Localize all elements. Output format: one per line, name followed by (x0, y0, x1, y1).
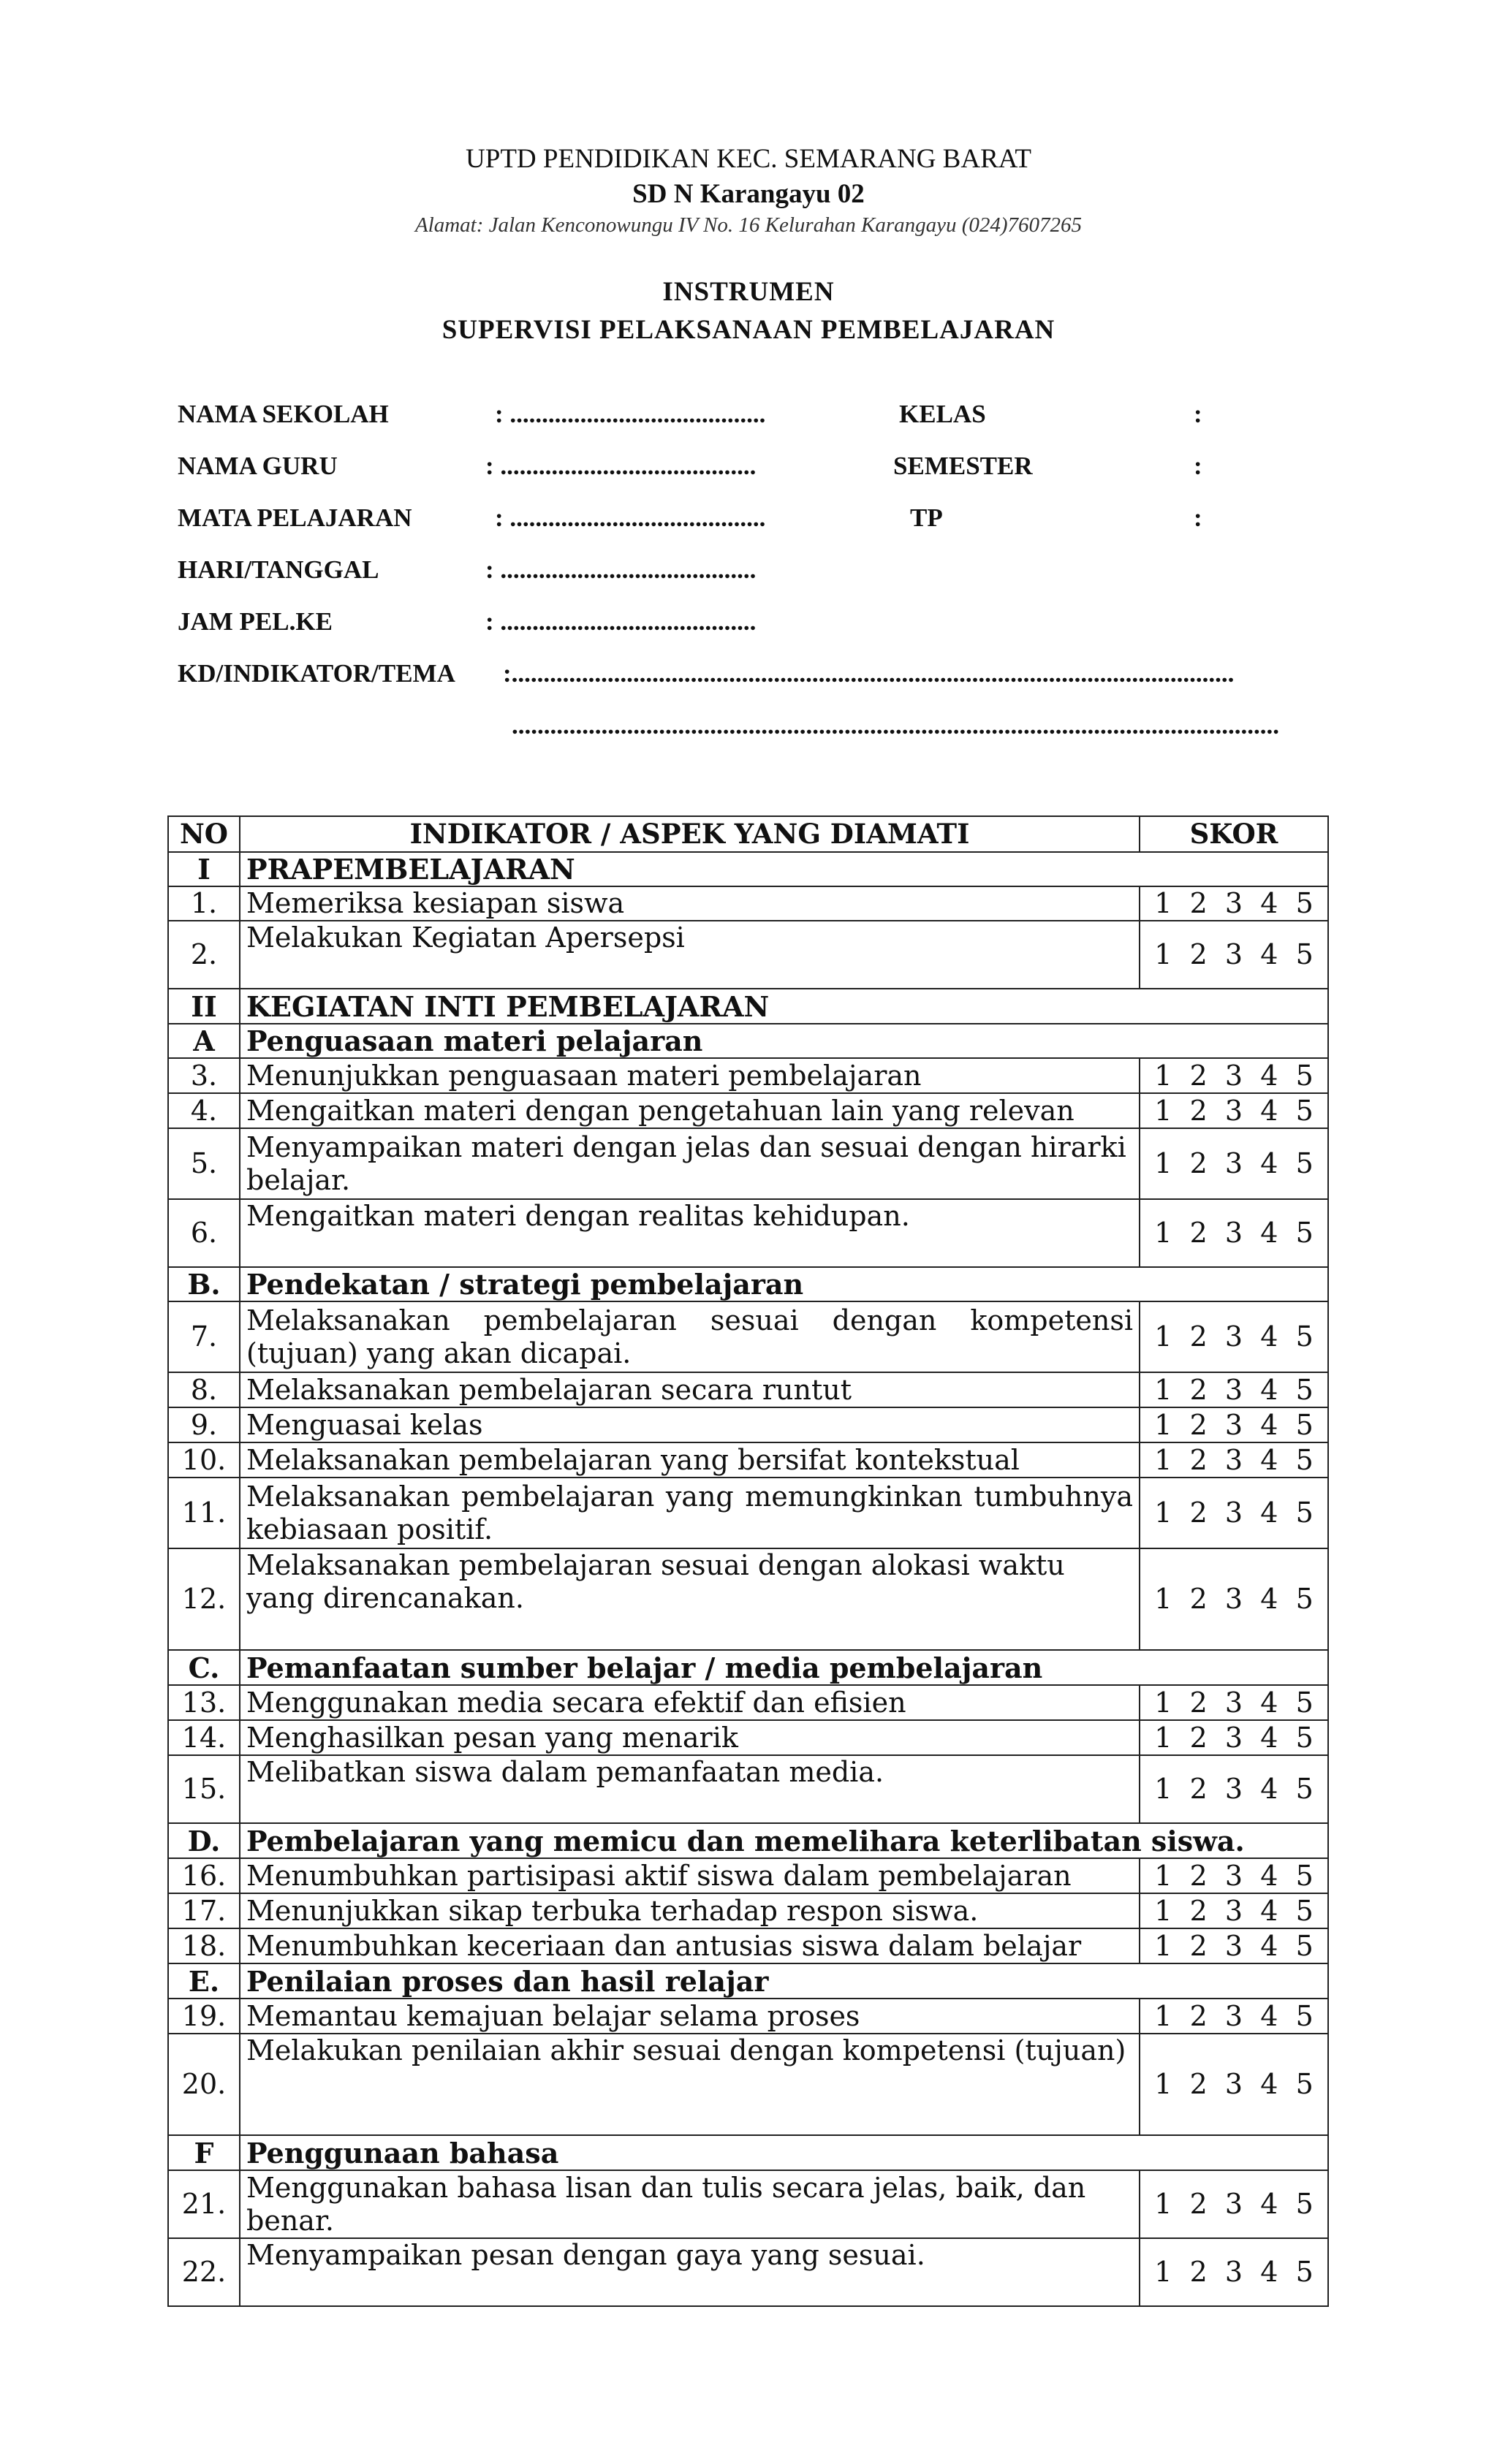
table-row (168, 921, 1328, 989)
table-row (168, 1755, 1328, 1823)
row-score-options: 1 2 3 4 5 (1140, 1442, 1328, 1478)
row-no: 7. (168, 1301, 240, 1372)
section-row (168, 852, 1328, 886)
supervision-table (167, 815, 1329, 2307)
row-indicator: Menghasilkan pesan yang menarik (240, 1720, 1140, 1755)
row-no: 11. (168, 1478, 240, 1548)
section-row (168, 1650, 1328, 1685)
row-no: 5. (168, 1128, 240, 1199)
row-score-options: 1 2 3 4 5 (1140, 1301, 1328, 1372)
value-mata-pelajaran: : ........................................ (495, 503, 766, 532)
section-row (168, 2135, 1328, 2170)
row-no: 8. (168, 1372, 240, 1407)
section-title: KEGIATAN INTI PEMBELAJARAN (240, 989, 1328, 1024)
value-semester: : (1194, 452, 1202, 480)
table-header-row (168, 816, 1328, 852)
value-nama-sekolah: : ........................................ (495, 400, 766, 428)
label-semester: SEMESTER (893, 452, 1033, 480)
row-indicator: Melakukan Kegiatan Apersepsi (240, 921, 1140, 989)
row-no: B. (168, 1267, 240, 1301)
row-no: 6. (168, 1199, 240, 1267)
row-score-options: 1 2 3 4 5 (1140, 1893, 1328, 1928)
row-indicator: Menyampaikan pesan dengan gaya yang sesuai. (240, 2238, 1140, 2306)
row-no: 12. (168, 1548, 240, 1650)
row-indicator: Menumbuhkan partisipasi aktif siswa dalam pembelajaran (240, 1858, 1140, 1893)
table-row (168, 1199, 1328, 1267)
table-row (168, 1372, 1328, 1407)
table-row (168, 2034, 1328, 2135)
row-score-options: 1 2 3 4 5 (1140, 1478, 1328, 1548)
label-tp: TP (910, 503, 943, 532)
school-address: Alamat: Jalan Kenconowungu IV No. 16 Kelurahan Karangayu (024)7607265 (414, 213, 1083, 237)
value-tp: : (1194, 503, 1202, 532)
label-hari-tanggal: HARI/TANGGAL (178, 555, 379, 584)
row-indicator: Melibatkan siswa dalam pemanfaatan media. (240, 1755, 1140, 1823)
row-no: 18. (168, 1928, 240, 1963)
row-score-options: 1 2 3 4 5 (1140, 1372, 1328, 1407)
table-row (168, 1301, 1328, 1372)
row-indicator: Menggunakan bahasa lisan dan tulis secara jelas, baik, dan benar. (240, 2170, 1140, 2238)
table-row (168, 1999, 1328, 2034)
table-row (168, 1058, 1328, 1093)
row-indicator: Melakukan penilaian akhir sesuai dengan kompetensi (tujuan) (240, 2034, 1140, 2135)
table-row (168, 1128, 1328, 1199)
row-score-options: 1 2 3 4 5 (1140, 1755, 1328, 1823)
row-indicator: Melaksanakan pembelajaran yang bersifat kontekstual (240, 1442, 1140, 1478)
section-title: Penguasaan materi pelajaran (240, 1024, 1328, 1058)
row-score-options: 1 2 3 4 5 (1140, 1058, 1328, 1093)
row-no: 14. (168, 1720, 240, 1755)
row-score-options: 1 2 3 4 5 (1140, 1548, 1328, 1650)
section-title: Pendekatan / strategi pembelajaran (240, 1267, 1328, 1301)
row-score-options: 1 2 3 4 5 (1140, 1720, 1328, 1755)
row-score-options: 1 2 3 4 5 (1140, 1999, 1328, 2034)
row-indicator: Mengaitkan materi dengan pengetahuan lain yang relevan (240, 1093, 1140, 1128)
document-title: INSTRUMEN (662, 277, 835, 307)
table-row (168, 1685, 1328, 1720)
row-no: 4. (168, 1093, 240, 1128)
row-no: 3. (168, 1058, 240, 1093)
table-row (168, 1928, 1328, 1963)
row-no: C. (168, 1650, 240, 1685)
section-title: Penilaian proses dan hasil relajar (240, 1963, 1328, 1999)
section-row (168, 1024, 1328, 1058)
row-no: 21. (168, 2170, 240, 2238)
row-score-options: 1 2 3 4 5 (1140, 1858, 1328, 1893)
row-no: 1. (168, 886, 240, 921)
row-no: 10. (168, 1442, 240, 1478)
value-nama-guru: : ........................................ (485, 452, 757, 480)
row-score-options: 1 2 3 4 5 (1140, 886, 1328, 921)
row-indicator: Melaksanakan pembelajaran secara runtut (240, 1372, 1140, 1407)
section-title: Penggunaan bahasa (240, 2135, 1328, 2170)
document-subtitle: SUPERVISI PELAKSANAAN PEMBELAJARAN (441, 315, 1056, 345)
row-indicator: Menumbuhkan keceriaan dan antusias siswa dalam belajar (240, 1928, 1140, 1963)
value-hari-tanggal: : ........................................ (485, 555, 757, 584)
row-indicator: Melaksanakan pembelajaran sesuai dengan alokasi waktu yang direncanakan. (240, 1548, 1140, 1650)
row-no: 15. (168, 1755, 240, 1823)
section-title: PRAPEMBELAJARAN (240, 852, 1328, 886)
row-score-options: 1 2 3 4 5 (1140, 1928, 1328, 1963)
label-mata-pelajaran: MATA PELAJARAN (178, 503, 412, 532)
row-no: 22. (168, 2238, 240, 2306)
header-no: NO (168, 816, 240, 852)
row-score-options: 1 2 3 4 5 (1140, 1128, 1328, 1199)
row-no: E. (168, 1963, 240, 1999)
row-indicator: Menggunakan media secara efektif dan efisien (240, 1685, 1140, 1720)
section-title: Pembelajaran yang memicu dan memelihara keterlibatan siswa. (240, 1823, 1328, 1858)
row-indicator: Melaksanakan pembelajaran yang memungkinkan tumbuhnya kebiasaan positif. (240, 1478, 1140, 1548)
section-row (168, 1963, 1328, 1999)
row-no: 19. (168, 1999, 240, 2034)
row-no: 16. (168, 1858, 240, 1893)
row-no: D. (168, 1823, 240, 1858)
section-row (168, 1823, 1328, 1858)
row-no: A (168, 1024, 240, 1058)
row-no: 20. (168, 2034, 240, 2135)
section-title: Pemanfaatan sumber belajar / media pembelajaran (240, 1650, 1328, 1685)
table-row (168, 1093, 1328, 1128)
label-jam-pel: JAM PEL.KE (178, 607, 333, 636)
table-row (168, 1548, 1328, 1650)
table-row (168, 1478, 1328, 1548)
row-no: 17. (168, 1893, 240, 1928)
table-row (168, 1893, 1328, 1928)
row-score-options: 1 2 3 4 5 (1140, 1093, 1328, 1128)
value-kd-indikator: :................................................................................................................. (503, 659, 1235, 688)
table-row (168, 1407, 1328, 1442)
row-score-options: 1 2 3 4 5 (1140, 2034, 1328, 2135)
row-indicator: Melaksanakan pembelajaran sesuai dengan kompetensi (tujuan) yang akan dicapai. (240, 1301, 1140, 1372)
table-row (168, 886, 1328, 921)
school-name: SD N Karangayu 02 (632, 179, 865, 209)
row-no: 9. (168, 1407, 240, 1442)
section-row (168, 989, 1328, 1024)
row-indicator: Menyampaikan materi dengan jelas dan sesuai dengan hirarki belajar. (240, 1128, 1140, 1199)
row-score-options: 1 2 3 4 5 (1140, 2170, 1328, 2238)
row-indicator: Menunjukkan penguasaan materi pembelajaran (240, 1058, 1140, 1093)
section-row (168, 1267, 1328, 1301)
table-row (168, 1442, 1328, 1478)
row-indicator: Menguasai kelas (240, 1407, 1140, 1442)
table-row (168, 1720, 1328, 1755)
row-no: F (168, 2135, 240, 2170)
header-skor: SKOR (1140, 816, 1328, 852)
row-indicator: Memeriksa kesiapan siswa (240, 886, 1140, 921)
value-jam-pel: : ........................................ (485, 607, 757, 636)
label-nama-guru: NAMA GURU (178, 452, 338, 480)
row-score-options: 1 2 3 4 5 (1140, 1685, 1328, 1720)
office-heading: UPTD PENDIDIKAN KEC. SEMARANG BARAT (466, 144, 1031, 174)
value-kelas: : (1194, 400, 1202, 428)
row-no: I (168, 852, 240, 886)
row-score-options: 1 2 3 4 5 (1140, 1407, 1328, 1442)
row-indicator: Menunjukkan sikap terbuka terhadap respon siswa. (240, 1893, 1140, 1928)
value-kd-indikator-line2: ........................................................................................................................ (512, 711, 1279, 739)
row-score-options: 1 2 3 4 5 (1140, 1199, 1328, 1267)
table-row (168, 2238, 1328, 2306)
header-indikator: INDIKATOR / ASPEK YANG DIAMATI (240, 816, 1140, 852)
table-row (168, 1858, 1328, 1893)
row-indicator: Memantau kemajuan belajar selama proses (240, 1999, 1140, 2034)
label-nama-sekolah: NAMA SEKOLAH (178, 400, 389, 428)
row-no: II (168, 989, 240, 1024)
row-no: 2. (168, 921, 240, 989)
label-kelas: KELAS (899, 400, 986, 428)
row-score-options: 1 2 3 4 5 (1140, 2238, 1328, 2306)
row-score-options: 1 2 3 4 5 (1140, 921, 1328, 989)
label-kd-indikator: KD/INDIKATOR/TEMA (178, 659, 455, 688)
row-indicator: Mengaitkan materi dengan realitas kehidupan. (240, 1199, 1140, 1267)
row-no: 13. (168, 1685, 240, 1720)
table-row (168, 2170, 1328, 2238)
